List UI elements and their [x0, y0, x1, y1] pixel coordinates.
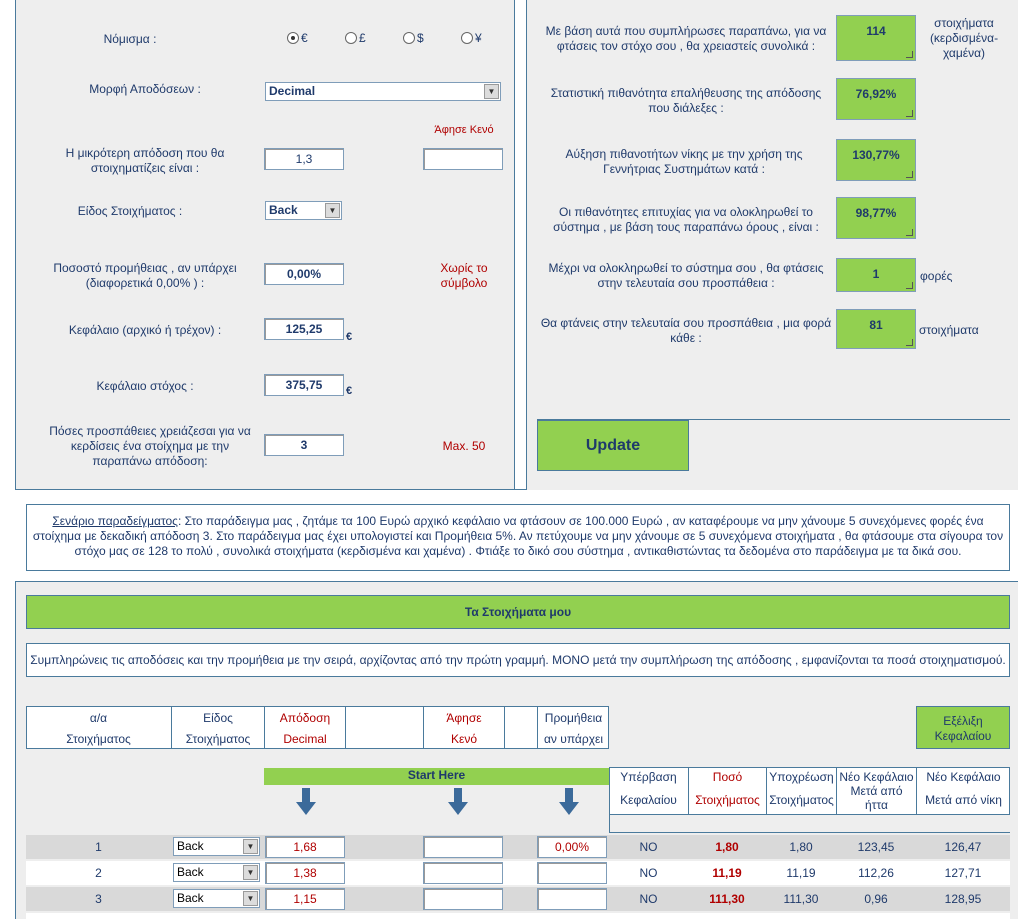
row-commission-input[interactable] — [537, 862, 607, 884]
target-input[interactable]: 375,75 — [264, 374, 344, 396]
divider — [609, 832, 1010, 833]
bets-instructions: Συμπληρώνεις τις αποδόσεις και την προμήθεια με την σειρά, αρχίζοντας από την πρώτη γραμμή. ΜΟΝΟ μετά την συμπλήρωση της απόδοσης , εμφανίζονται τα ποσά στοιχηματισμού. — [26, 643, 1010, 677]
total-bets-label: Με βάση αυτά που συμπλήρωσες παραπάνω, για να φτάσεις τον στόχο σου , θα χρειαστείς συνολικά : — [545, 24, 827, 53]
row-new-win: 127,71 — [944, 866, 982, 880]
row-commission-input[interactable] — [537, 888, 607, 910]
col-stake-header: Ποσό Στοιχήματος — [688, 767, 766, 815]
min-odds-label: Η μικρότερη απόδοση που θα στοιχηματίζεις είναι : — [65, 146, 225, 175]
row-liability: 111,30 — [783, 892, 819, 906]
col-evolution-header: Εξέλιξη Κεφαλαίου — [916, 706, 1010, 749]
row-odds-input[interactable]: 1,38 — [265, 862, 345, 884]
every-unit: στοιχήματα — [919, 323, 979, 337]
odds-format-label: Μορφή Αποδόσεων : — [89, 82, 201, 96]
row-number: 1 — [95, 840, 102, 854]
example-link[interactable]: Σενάριο παραδείγματος — [52, 514, 178, 528]
increase-value: 130,77% — [836, 139, 916, 181]
chevron-down-icon: ▼ — [325, 203, 340, 218]
success-value: 98,77% — [836, 197, 916, 239]
times-value: 1 — [836, 258, 916, 292]
row-liability: 1,80 — [789, 840, 813, 854]
table-row — [26, 861, 1010, 885]
capital-label: Κεφάλαιο (αρχικό ή τρέχον) : — [68, 323, 222, 337]
spacer-header — [345, 706, 423, 749]
row-bet-type-select[interactable]: Back ▼ — [173, 837, 260, 856]
example-box — [26, 504, 1010, 571]
col-odds-header: Απόδοση Decimal — [264, 706, 345, 749]
total-bets-value: 114 — [836, 15, 916, 61]
row-odds-input[interactable]: 1,68 — [265, 836, 345, 858]
update-button[interactable]: Update — [537, 420, 689, 471]
bet-type-label: Είδος Στοιχήματος : — [77, 204, 183, 218]
results-panel — [526, 0, 1018, 490]
commission-input[interactable]: 0,00% — [264, 263, 344, 285]
arrow-down-icon — [294, 788, 318, 816]
row-liability: 11,19 — [786, 866, 816, 880]
chevron-down-icon: ▼ — [243, 865, 258, 880]
row-stake: 11,19 — [712, 866, 742, 880]
times-label: Μέχρι να ολοκληρωθεί το σύστημα σου , θα φτάσεις στην τελευταία σου προσπάθεια : — [548, 261, 824, 290]
divider — [15, 581, 1018, 582]
row-blank-input[interactable] — [423, 862, 503, 884]
min-odds-input[interactable]: 1,3 — [264, 148, 344, 170]
attempts-label: Πόσες προσπάθειες χρειάζεσαι για να κερδίσεις ένα στοίχημα με την παραπάνω απόδοση: — [49, 424, 251, 468]
row-new-loss: 112,26 — [858, 866, 894, 880]
target-label: Κεφάλαιο στόχος : — [96, 379, 194, 393]
probability-value: 76,92% — [836, 78, 916, 120]
currency-symbol: € — [346, 385, 353, 397]
every-label: Θα φτάνεις στην τελευταία σου προσπάθεια , μια φορά κάθε : — [540, 316, 832, 345]
currency-symbol: € — [346, 331, 353, 343]
arrow-down-icon — [557, 788, 581, 816]
spacer-header — [504, 706, 537, 749]
col-num-header: α/α Στοιχήματος — [66, 711, 131, 746]
row-number: 3 — [95, 892, 102, 906]
attempts-input[interactable]: 3 — [264, 434, 344, 456]
chevron-down-icon: ▼ — [243, 891, 258, 906]
row-blank-input[interactable] — [423, 888, 503, 910]
divider — [15, 581, 16, 919]
bets-header: Τα Στοιχήματα μου — [26, 595, 1010, 629]
commission-label: Ποσοστό προμήθειας , αν υπάρχει (διαφορετικά 0,00% ) : — [53, 261, 237, 290]
success-label: Οι πιθανότητες επιτυχίας για να ολοκληρωθεί το σύστημα , με βάση τους παραπάνω όρους , είναι : — [553, 205, 819, 234]
currency-label: Νόμισμα : — [103, 32, 157, 46]
leave-blank-note: Άφησε Κενό — [434, 124, 494, 136]
row-stake: 111,30 — [709, 892, 745, 906]
row-bet-type-select[interactable]: Back ▼ — [173, 863, 260, 882]
divider — [15, 0, 16, 490]
row-number: 2 — [95, 866, 102, 880]
row-odds-input[interactable]: 1,15 — [265, 888, 345, 910]
table-row — [26, 913, 1010, 919]
row-exceed: NO — [639, 892, 658, 906]
divider — [514, 0, 515, 490]
col-new-win-header: Νέο Κεφάλαιο Μετά από νίκη — [916, 767, 1010, 815]
row-bet-type-select[interactable]: Back ▼ — [173, 889, 260, 908]
row-exceed: NO — [639, 840, 658, 854]
row-new-loss: 123,45 — [857, 840, 895, 854]
every-value: 81 — [836, 309, 916, 349]
capital-input[interactable]: 125,25 — [264, 318, 344, 340]
bet-type-select[interactable]: Back ▼ — [265, 201, 342, 220]
col-comm-header: Προμήθεια αν υπάρχει — [537, 706, 609, 749]
row-blank-input[interactable] — [423, 836, 503, 858]
col-new-loss-header: Νέο Κεφάλαιο Μετά από ήττα — [836, 767, 916, 815]
start-here-label: Start Here — [264, 768, 609, 785]
row-stake: 1,80 — [715, 840, 739, 854]
row-new-win: 128,95 — [944, 892, 982, 906]
col-type-header: Είδος Στοιχήματος — [171, 706, 264, 749]
chevron-down-icon: ▼ — [484, 84, 499, 99]
table-row — [26, 887, 1010, 911]
divider — [609, 815, 610, 833]
col-blank-header: Άφησε Κενό — [423, 706, 504, 749]
times-unit: φορές — [920, 269, 953, 283]
currency-radio-pound[interactable]: £ — [345, 31, 366, 45]
row-new-loss: 0,96 — [864, 892, 888, 906]
table-row — [26, 835, 1010, 859]
col-liability-header: Υποχρέωση Στοιχήματος — [766, 767, 836, 815]
odds-format-select[interactable]: Decimal ▼ — [265, 82, 501, 101]
row-commission-input[interactable]: 0,00% — [537, 836, 607, 858]
col-exceed-header: Υπέρβαση Κεφαλαίου — [620, 770, 677, 807]
currency-radio-euro[interactable]: € — [287, 31, 308, 45]
row-new-win: 126,47 — [944, 840, 982, 854]
arrow-down-icon — [446, 788, 470, 816]
total-bets-unit: στοιχήματα (κερδισμένα-χαμένα) — [929, 16, 999, 60]
increase-label: Αύξηση πιθανοτήτων νίκης με την χρήση της Γεννήτριας Συστημάτων κατά : — [565, 147, 803, 176]
currency-radio-dollar[interactable]: $ — [403, 31, 424, 45]
example-text: : Στο παράδειγμα μας , ζητάμε τα 100 Ευρώ αρχικό κεφάλαιο να φτάσουν σε 100.000 Ευρώ , αν καταφέρουμε να μην χάνουμε 5 συνεχόμενες φορές ένα στοίχημα με δεκαδική απόδοση 3. Στο παράδειγμα μας έχει υπολογιστεί και Προμήθεια 5%. Αν πετύχουμε να μην χάνουμε σε 5 συνεχόμενα στοιχήματα , θα φτάσουμε στα σίγουρα τον στόχο μας σε 128 το πολύ , συνολικά στοιχήματα (κερδισμένα και χαμένα) . Φτιάξε το δικό σου σύστημα , αντικαθιστώντας τα δεδομένα στο παράδειγμα με τα δικά σου. — [32, 514, 1004, 558]
currency-radio-yen[interactable]: ¥ — [461, 31, 482, 45]
probability-label: Στατιστική πιθανότητα επαλήθευσης της απόδοσης που διάλεξες : — [550, 86, 822, 115]
blank-input[interactable] — [423, 148, 503, 170]
row-exceed: NO — [639, 866, 658, 880]
commission-note: Χωρίς το σύμβολο — [440, 261, 488, 290]
attempts-note: Max. 50 — [442, 439, 486, 453]
chevron-down-icon: ▼ — [243, 839, 258, 854]
settings-panel — [15, 0, 514, 490]
divider — [526, 0, 527, 490]
